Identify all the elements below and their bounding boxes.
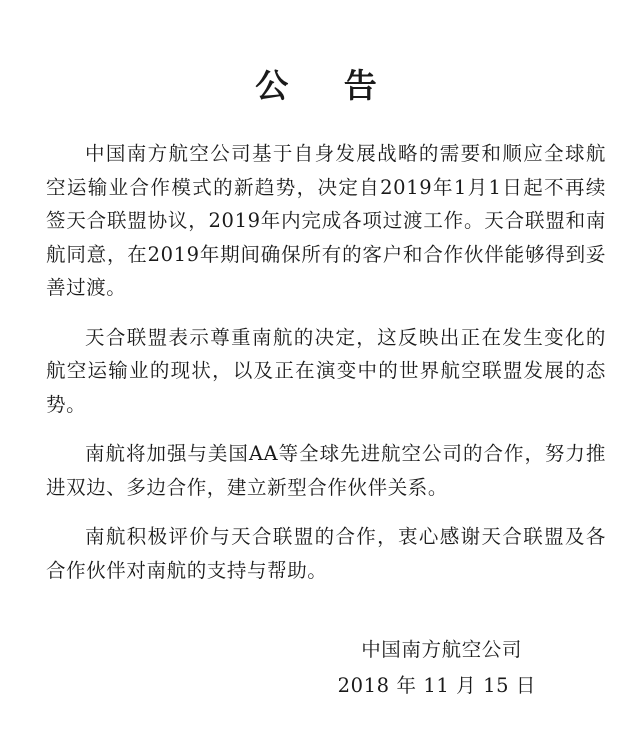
signature-organization: 中国南方航空公司 xyxy=(361,638,522,661)
paragraph-1: 中国南方航空公司基于自身发展战略的需要和顺应全球航空运输业合作模式的新趋势，决定自2019年1月1日起不再续签天合联盟协议，2019年内完成各项过渡工作。天合联盟和南航同意，在2019年期间确保所有的客户和合作伙伴能够得到妥善过渡。 xyxy=(46,142,606,299)
notice-body xyxy=(46,137,606,607)
paragraph-2: 天合联盟表示尊重南航的决定，这反映出正在发生变化的航空运输业的现状，以及正在演变中的世界航空联盟发展的态势。 xyxy=(46,325,606,416)
notice-title: 公 告 xyxy=(255,66,399,105)
paragraph-4: 南航积极评价与天合联盟的合作，衷心感谢天合联盟及各合作伙伴对南航的支持与帮助。 xyxy=(46,525,606,582)
signature-date: 2018 年 11 月 15 日 xyxy=(337,674,536,697)
paragraph-3: 南航将加强与美国AA等全球先进航空公司的合作，努力推进双边、多边合作，建立新型合作伙伴关系。 xyxy=(46,442,606,499)
signature-block xyxy=(337,632,536,704)
